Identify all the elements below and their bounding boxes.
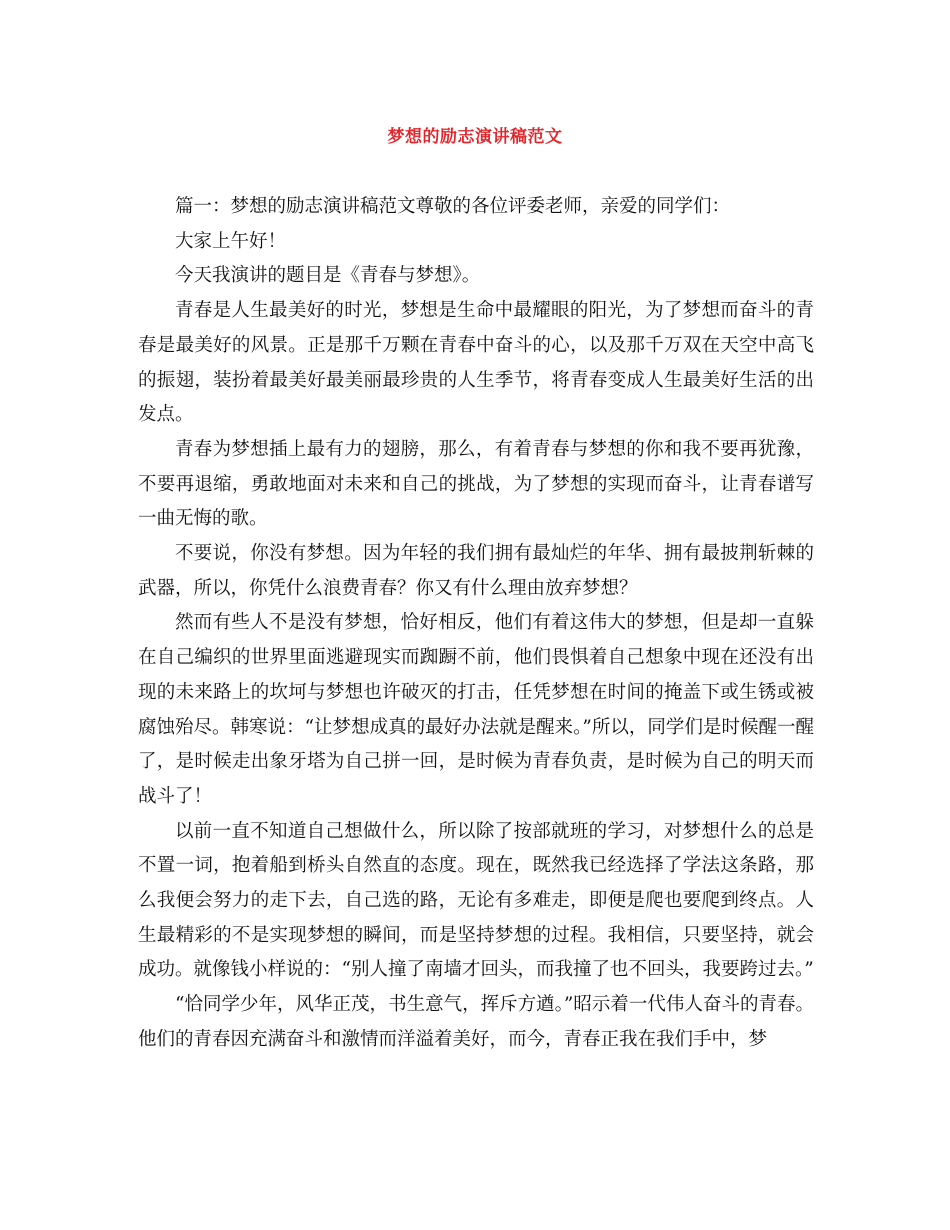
paragraph: 然而有些人不是没有梦想，恰好相反，他们有着这伟大的梦想，但是却一直躲在自己编织的世界里面逃避现实而踟蹰不前，他们畏惧着自己想象中现在还没有出现的未来路上的坎坷与梦想也许破灭的打击，任凭梦想在时间的掩盖下或生锈或被腐蚀殆尽。韩寒说：“让梦想成真的最好办法就是醒来。”所以，同学们是时候醒一醒了，是时候走出象牙塔为自己拼一回，是时候为青春负责，是时候为自己的明天而战斗了！	[138, 612, 814, 807]
paragraph: “恰同学少年，风华正茂，书生意气，挥斥方遒。”昭示着一代伟人奋斗的青春。他们的青春因充满奋斗和激情而洋溢着美好，而今，青春正我在我们手中，梦	[138, 994, 814, 1050]
paragraph: 今天我演讲的题目是《青春与梦想》。	[175, 265, 481, 287]
paragraph: 青春为梦想插上最有力的翅膀，那么，有着青春与梦想的你和我不要再犹豫，不要再退缩，勇敢地面对未来和自己的挑战，为了梦想的实现而奋斗，让青春谱写一曲无悔的歌。	[138, 438, 814, 530]
paragraph: 大家上午好！	[175, 230, 287, 252]
paragraph: 篇一：梦想的励志演讲稿范文尊敬的各位评委老师，亲爱的同学们：	[175, 196, 731, 217]
paragraph: 青春是人生最美好的时光，梦想是生命中最耀眼的阳光，为了梦想而奋斗的青春是最美好的风景。正是那千万颗在青春中奋斗的心，以及那千万双在天空中高飞的振翅，装扮着最美好最美丽最珍贵的人生季节，将青春变成人生最美好生活的出发点。	[138, 300, 814, 426]
document-title: 梦想的励志演讲稿范文	[387, 127, 563, 147]
paragraph: 不要说，你没有梦想。因为年轻的我们拥有最灿烂的年华、拥有最披荆斩棘的武器，所以，你凭什么浪费青春？你又有什么理由放弃梦想？	[138, 543, 814, 599]
document-body	[138, 190, 814, 1058]
paragraph: 以前一直不知道自己想做什么，所以除了按部就班的学习，对梦想什么的总是不置一词，抱着船到桥头自然直的态度。现在，既然我已经选择了学法这条路，那么我便会努力的走下去，自己选的路，无论有多难走，即便是爬也要爬到终点。人生最精彩的不是实现梦想的瞬间，而是坚持梦想的过程。我相信，只要坚持，就会成功。就像钱小样说的：“别人撞了南墙才回头，而我撞了也不回头，我要跨过去。”	[138, 820, 814, 981]
